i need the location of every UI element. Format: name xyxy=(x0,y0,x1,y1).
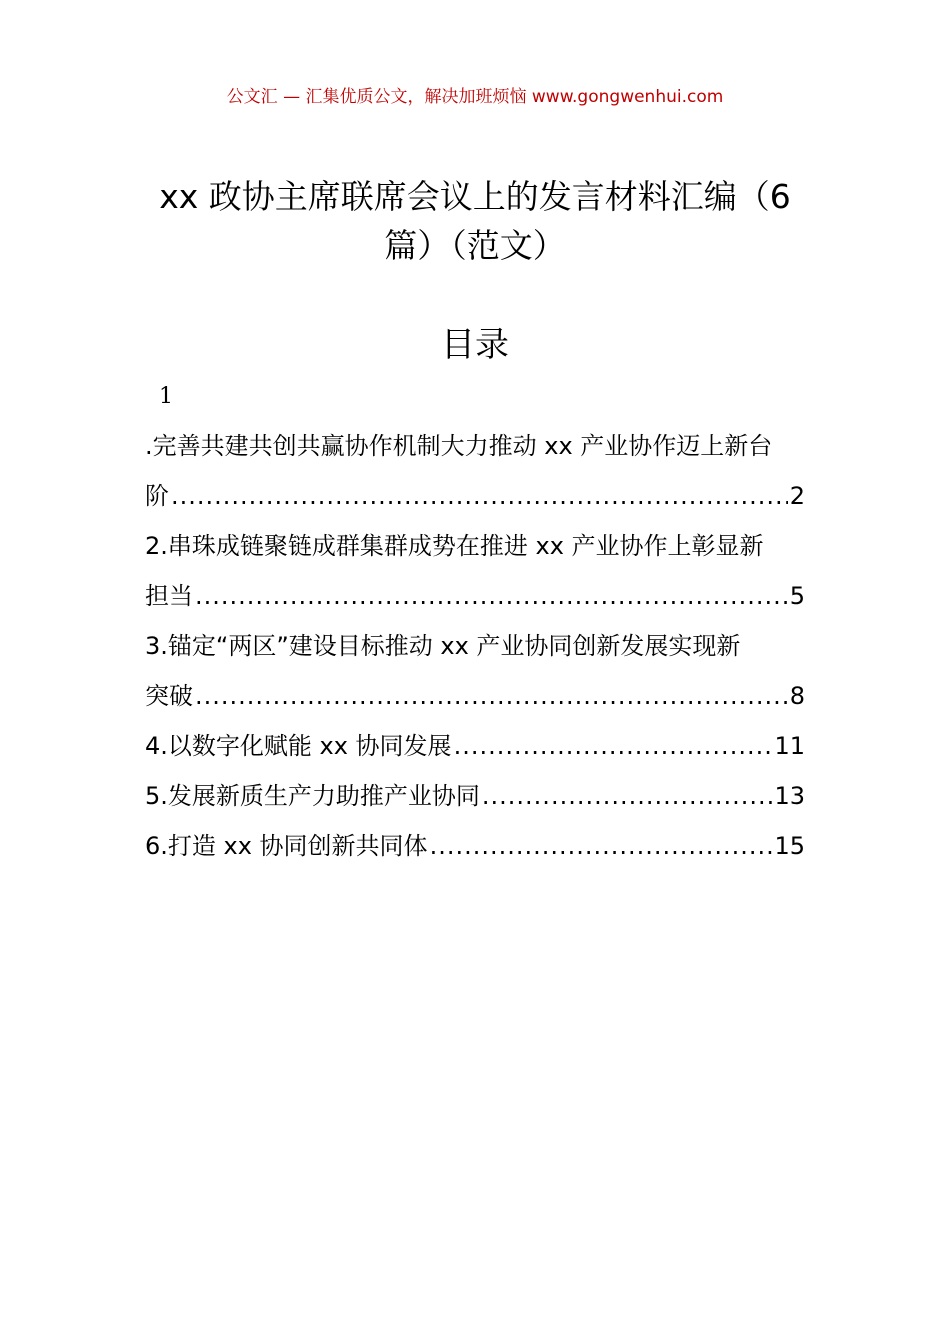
toc-entry-2-line-2[interactable] xyxy=(145,571,805,621)
toc-page-number: 5 xyxy=(789,582,805,610)
toc-dot-leader xyxy=(430,821,773,871)
table-of-contents xyxy=(145,421,805,871)
toc-entry-text: .完善共建共创共赢协作机制大力推动 xx 产业协作迈上新台 xyxy=(145,432,773,460)
document-title-line-1: xx 政协主席联席会议上的发言材料汇编（6 xyxy=(159,177,791,216)
toc-entry-text: 5.发展新质生产力助推产业协同 xyxy=(145,782,480,810)
toc-entry-1-line-1[interactable] xyxy=(145,421,805,471)
toc-dot-leader xyxy=(454,721,773,771)
toc-entry-text: 担当 xyxy=(145,582,193,610)
toc-dot-leader xyxy=(171,471,788,521)
toc-entry-text: 4.以数字化赋能 xx 协同发展 xyxy=(145,732,452,760)
toc-entry-2-line-1[interactable] xyxy=(145,521,805,571)
toc-entry-3-line-1[interactable] xyxy=(145,621,805,671)
toc-entry-text: 6.打造 xx 协同创新共同体 xyxy=(145,832,428,860)
toc-entry-text: 3.锚定“两区”建设目标推动 xx 产业协同创新发展实现新 xyxy=(145,632,741,660)
toc-page-number: 11 xyxy=(774,732,805,760)
toc-dot-leader xyxy=(482,771,773,821)
toc-page-number: 13 xyxy=(774,782,805,810)
document-title-line-2: 篇）（范文） xyxy=(384,226,566,265)
toc-entry-text: 阶 xyxy=(145,482,169,510)
toc-entry-4[interactable] xyxy=(145,721,805,771)
toc-stray-number: 1 xyxy=(159,384,173,409)
toc-entry-text: 突破 xyxy=(145,682,193,710)
toc-dot-leader xyxy=(195,571,788,621)
toc-entry-text: 2.串珠成链聚链成群集群成势在推进 xx 产业协作上彰显新 xyxy=(145,532,764,560)
toc-page-number: 2 xyxy=(789,482,805,510)
toc-entry-5[interactable] xyxy=(145,771,805,821)
toc-entry-1-line-2[interactable] xyxy=(145,471,805,521)
toc-entry-6[interactable] xyxy=(145,821,805,871)
toc-dot-leader xyxy=(195,671,788,721)
toc-entry-3-line-2[interactable] xyxy=(145,671,805,721)
document-title xyxy=(145,172,805,270)
toc-heading: 目录 xyxy=(441,325,509,365)
toc-page-number: 8 xyxy=(789,682,805,710)
site-banner: 公文汇 — 汇集优质公文，解决加班烦恼 www.gongwenhui.com xyxy=(226,87,724,107)
toc-page-number: 15 xyxy=(774,832,805,860)
